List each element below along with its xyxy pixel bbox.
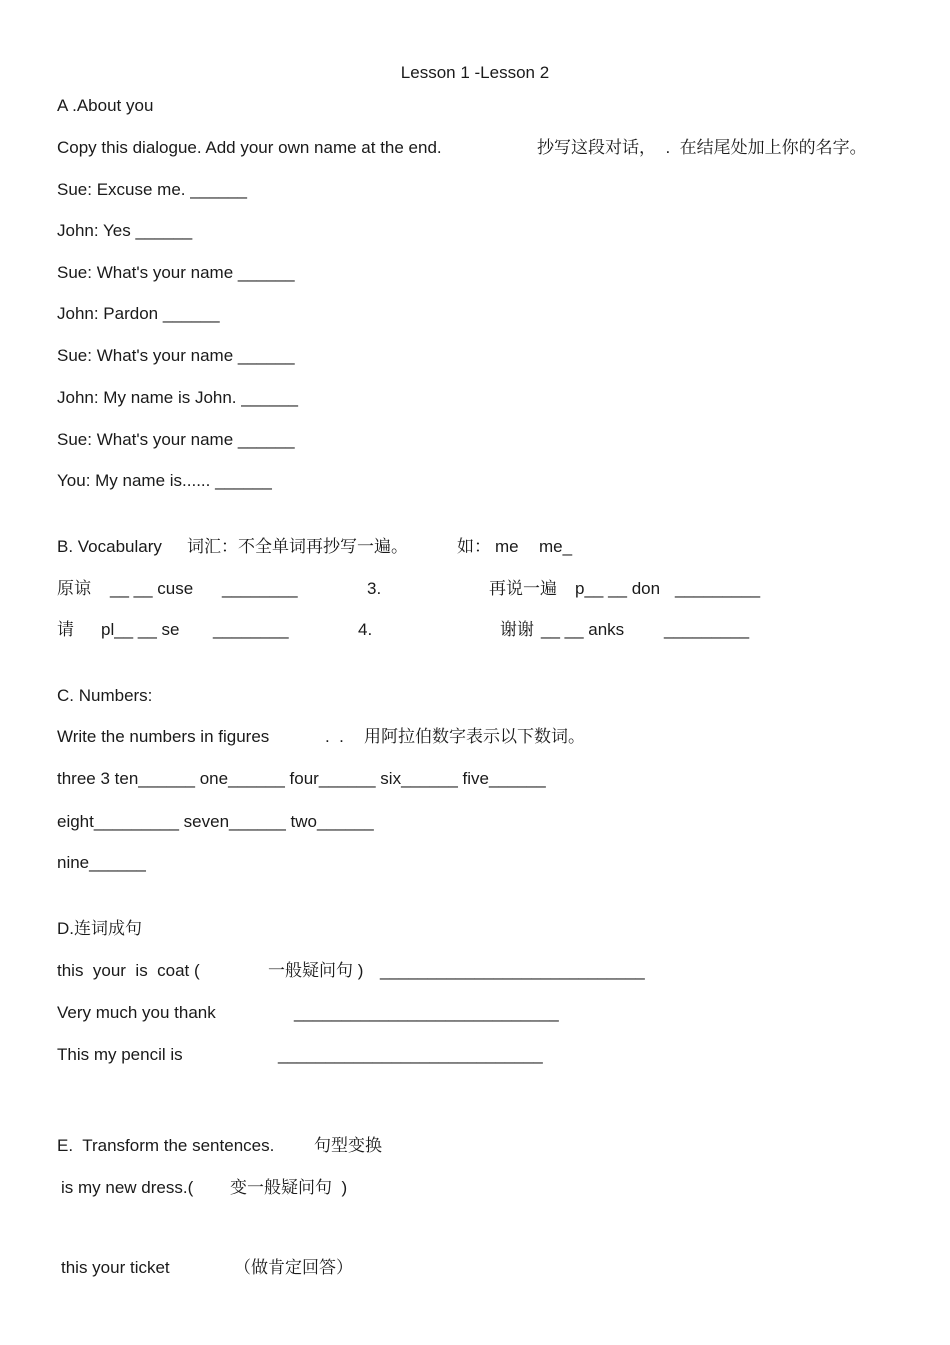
section-c-instruction-cn: 用阿拉伯数字表示以下数词。 [364,727,585,746]
dialogue-line: John: Pardon ______ [57,304,220,323]
example-label: 如： [457,537,491,556]
transform-note: 变一般疑问句 ) [230,1178,348,1197]
vocab-number: 3. [367,579,382,598]
sentence-blank: ____________________________ [380,961,645,980]
dialogue-line: John: Yes ______ [57,221,193,240]
numbers-row: eight_________ seven______ two______ [57,812,374,831]
vocab-blank: _________ [664,620,750,639]
vocab-cn: 原谅 [57,579,91,598]
section-a-heading: A .About you [57,96,154,115]
example-word-2: me_ [539,537,573,556]
dialogue-line: You: My name is...... ______ [57,471,272,490]
section-b-heading-cn: 词汇：不全单词再抄写一遍。 [187,537,408,556]
sentence-blank: ____________________________ [294,1003,559,1022]
sentence-note: 一般疑问句 ) [268,961,364,980]
dialogue-line: John: My name is John. ______ [57,388,298,407]
vocab-blank: ________ [213,620,289,639]
section-a-instruction-en: Copy this dialogue. Add your own name at the end. [57,138,442,157]
section-d-heading: D.连词成句 [57,919,142,938]
sentence-words: Very much you thank [57,1003,216,1022]
section-a-instruction-cn: 抄写这段对话， . 在结尾处加上你的名字。 [537,138,867,157]
transform-sentence: is my new dress.( [61,1178,194,1197]
vocab-cn: 再说一遍 [489,579,557,598]
sentence-words: this your is coat ( [57,961,200,980]
section-c-instruction-dots: . . [325,727,344,746]
page-title: Lesson 1 -Lesson 2 [400,63,550,82]
example-word-1: me [495,537,519,556]
numbers-row: three 3 ten______ one______ four______ six______ five______ [57,769,546,788]
section-e-heading: E. Transform the sentences. [57,1136,275,1155]
section-c-heading: C. Numbers: [57,686,153,705]
section-c-instruction-en: Write the numbers in figures [57,727,270,746]
vocab-cn: 谢谢 [500,620,534,639]
section-e-heading-cn: 句型变换 [314,1136,382,1155]
transform-note: （做肯定回答） [234,1258,353,1277]
dialogue-line: Sue: Excuse me. ______ [57,180,247,199]
transform-sentence: this your ticket [61,1258,170,1277]
vocab-number: 4. [358,620,373,639]
vocab-word: pl__ __ se [101,620,180,639]
section-b-heading: B. Vocabulary [57,537,162,556]
vocab-cn: 请 [57,620,74,639]
vocab-blank: _________ [675,579,761,598]
dialogue-line: Sue: What's your name ______ [57,263,295,282]
numbers-row: nine______ [57,853,146,872]
vocab-word: __ __ anks [541,620,625,639]
vocab-word: p__ __ don [575,579,661,598]
vocab-blank: ________ [222,579,298,598]
dialogue-line: Sue: What's your name ______ [57,430,295,449]
dialogue-line: Sue: What's your name ______ [57,346,295,365]
sentence-words: This my pencil is [57,1045,183,1064]
sentence-blank: ____________________________ [278,1045,543,1064]
vocab-word: __ __ cuse [110,579,194,598]
